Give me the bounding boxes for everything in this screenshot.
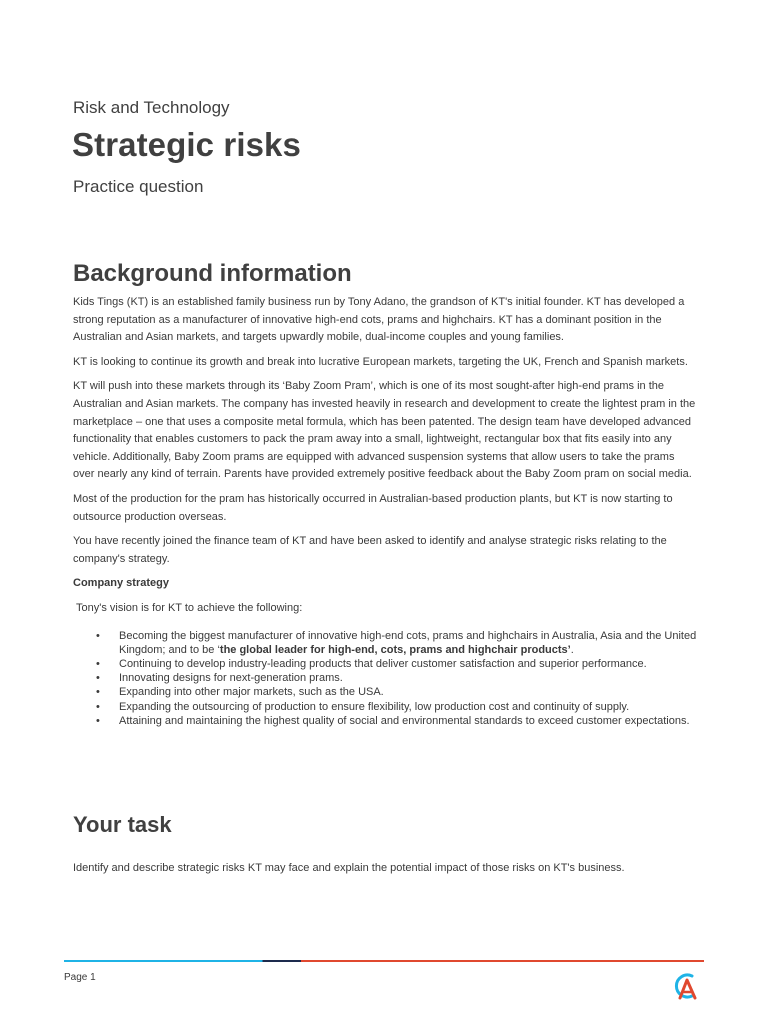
list-item-text-end: . — [570, 643, 574, 656]
bullet-icon: • — [96, 714, 100, 727]
background-content — [73, 294, 698, 728]
task-heading: Your task — [73, 812, 172, 837]
document-subject: Risk and Technology — [73, 98, 230, 117]
list-item-text: Expanding the outsourcing of production to ensure flexibility, low production cost and continuity of supply. — [119, 700, 630, 713]
bullet-icon: • — [96, 700, 100, 713]
list-item-text: Attaining and maintaining the highest quality of social and environmental standards to exceed customer expectations. — [119, 714, 690, 727]
background-paragraph-1: Kids Tings (KT) is an established family business run by Tony Adano, the grandson of KT's initial founder. KT has developed a strong reputation as a manufacturer of innovative high-end cots, prams and highchairs. KT has a dominant position in the Australian and Asian markets, and targets upwardly mobile, dual-income couples and young families. — [73, 296, 685, 344]
document-subtitle: Practice question — [73, 177, 204, 196]
list-item — [73, 700, 698, 714]
company-strategy-label: Company strategy — [73, 577, 169, 590]
page-number: Page 1 — [64, 972, 96, 983]
strategy-bullet-list — [73, 629, 698, 728]
bullet-icon: • — [96, 629, 100, 642]
background-paragraph-4: Most of the production for the pram has historically occurred in Australian-based production plants, but KT is now starting to outsource production overseas. — [73, 492, 673, 523]
ca-logo-icon — [670, 970, 702, 1002]
bullet-icon: • — [96, 686, 100, 699]
list-item-bold-text: the global leader for high-end, cots, prams and highchair products’ — [219, 643, 571, 656]
background-heading: Background information — [73, 260, 352, 287]
list-item — [73, 671, 698, 685]
footer-divider — [64, 960, 704, 962]
page-title: Strategic risks — [72, 126, 301, 163]
task-description: Identify and describe strategic risks KT may face and explain the potential impact of those risks on KT's business. — [73, 862, 625, 874]
vision-intro: Tony's vision is for KT to achieve the following: — [76, 601, 303, 614]
background-paragraph-3: KT will push into these markets through its ‘Baby Zoom Pram’, which is one of its most sought-after high-end prams in the Australian and Asian markets. The company has invested heavily in research and development to create the lightest pram in the marketplace – one that uses a composite metal formula, which has been patented. The design team have developed advanced functionality that enables customers to pack the pram away into a small, lightweight, rectangular box that fits easily into any vehicle. Additionally, Baby Zoom prams are equipped with advanced suspension systems that allow users to take the prams over nearly any kind of terrain. Parents have provided extremely positive feedback about the Baby Zoom pram on social media. — [73, 380, 696, 481]
list-item-text: Expanding into other major markets, such as the USA. — [119, 686, 384, 699]
bullet-icon: • — [96, 657, 100, 670]
bullet-icon: • — [96, 672, 100, 685]
list-item-text: Continuing to develop industry-leading products that deliver customer satisfaction and superior performance. — [119, 657, 647, 670]
list-item-text: Innovating designs for next-generation prams. — [119, 672, 343, 685]
background-paragraph-2: KT is looking to continue its growth and break into lucrative European markets, targeting the UK, French and Spanish markets. — [73, 355, 688, 368]
background-paragraph-5: You have recently joined the finance team of KT and have been asked to identify and analyse strategic risks relating to the company's strategy. — [73, 535, 667, 565]
list-item — [73, 685, 698, 699]
list-item-text: Becoming the biggest manufacturer of innovative high-end cots, prams and highchairs in Australia, Asia and the United Kingdom; and to be ‘ — [119, 629, 697, 656]
list-item — [73, 714, 698, 728]
list-item — [73, 657, 698, 671]
list-item — [73, 629, 698, 657]
